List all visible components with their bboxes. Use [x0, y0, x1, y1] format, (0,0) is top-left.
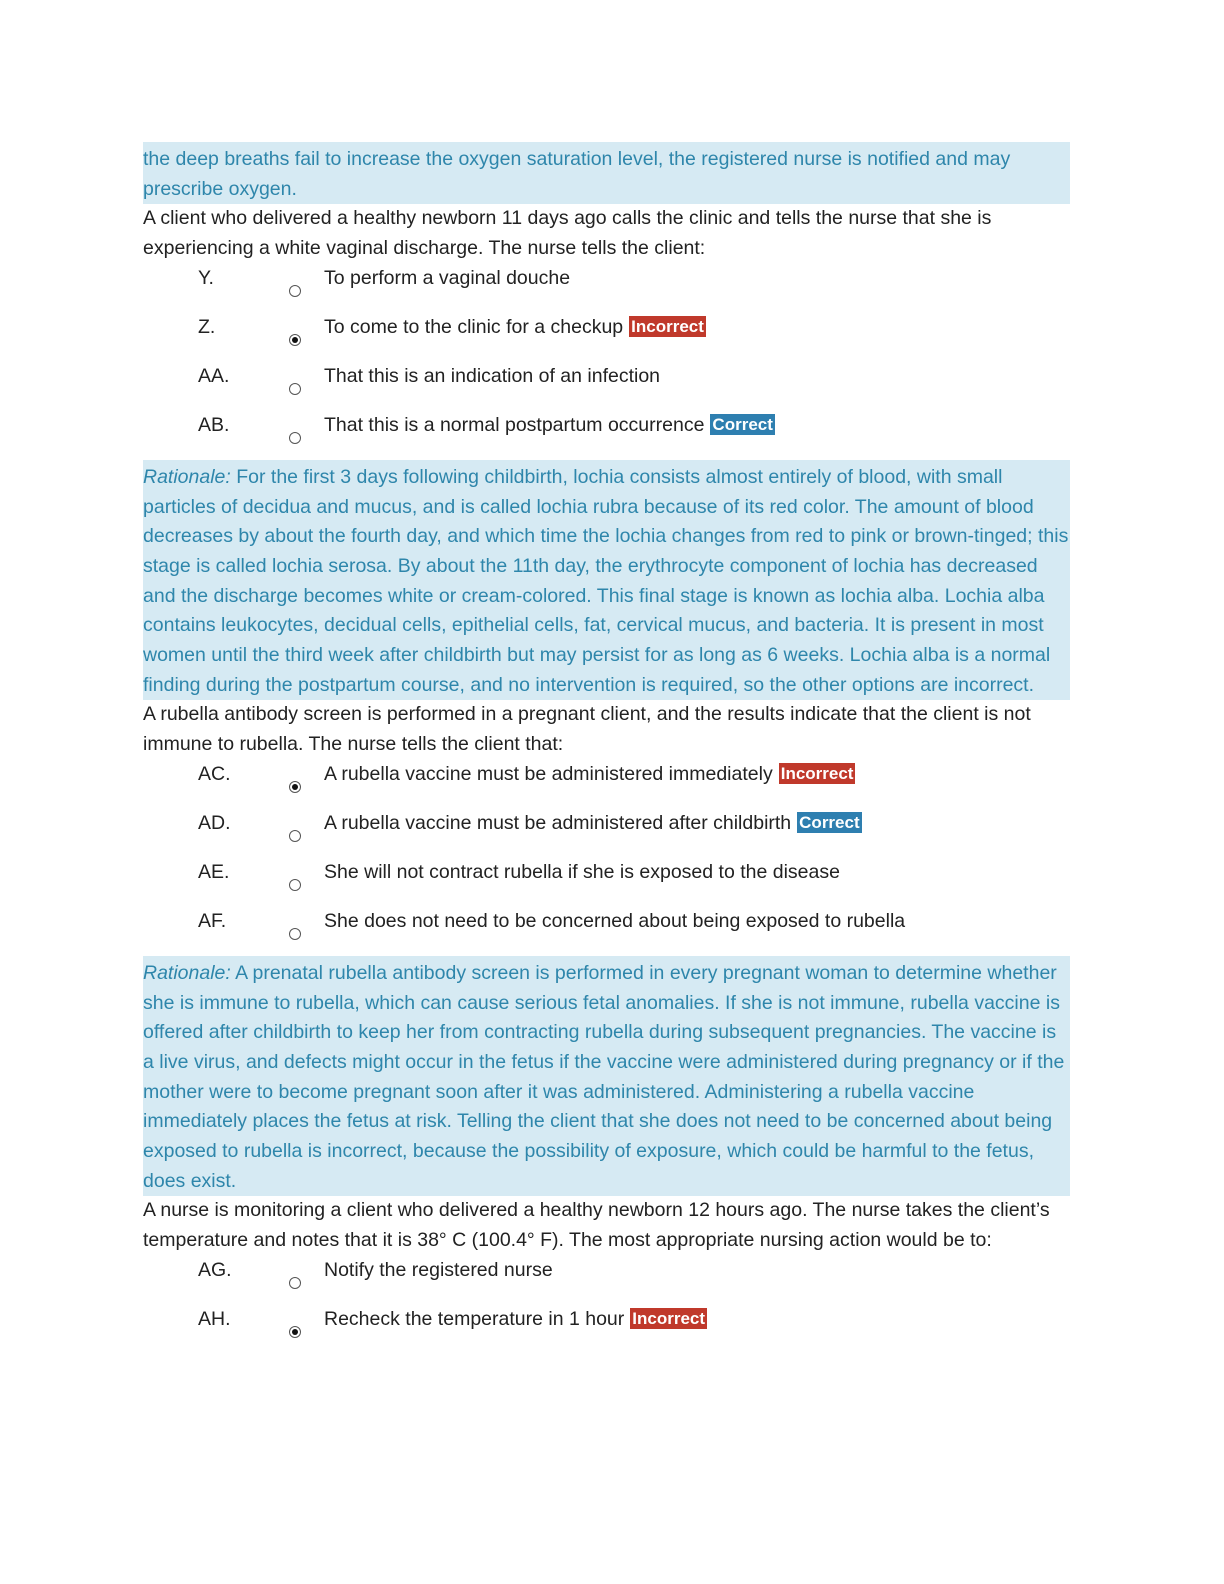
rationale-box: [143, 460, 1070, 701]
option-label: She does not need to be concerned about being exposed to rubella: [324, 909, 906, 932]
option-letter: Z.: [198, 315, 216, 338]
option-label: Recheck the temperature in 1 hour Incorrect: [324, 1307, 706, 1330]
option-label: To come to the clinic for a checkup Incorrect: [324, 315, 704, 338]
question-stem: A rubella antibody screen is performed in a pregnant client, and the results indicate that the client is not immune to rubella. The nurse tells the client that:: [143, 703, 1031, 756]
quiz-page: [143, 142, 1070, 1354]
correct-badge: Correct: [799, 812, 860, 832]
radio-button[interactable]: [289, 879, 301, 891]
answer-options: [143, 264, 1070, 460]
option-ab[interactable]: [143, 411, 1070, 460]
rationale-label: Rationale:: [143, 961, 231, 984]
option-label: That this is a normal postpartum occurrence Correct: [324, 413, 773, 436]
option-y[interactable]: [143, 264, 1070, 313]
rationale-text: A prenatal rubella antibody screen is performed in every pregnant woman to determine whether she is immune to rubella, which can cause serious fetal anomalies. If she is not immune, rubella vaccine is offered after childbirth to keep her from contracting rubella during subsequent pregnancies. The vaccine is a live virus, and defects might occur in the fetus if the vaccine were administered during pregnancy or if the mother were to become pregnant soon after it was administered. Administering a rubella vaccine immediately places the fetus at risk. Telling the client that she does not need to be concerned about being exposed to rubella is incorrect, because the possibility of exposure, which could be harmful to the fetus, does exist.: [143, 961, 1065, 1192]
option-label: She will not contract rubella if she is exposed to the disease: [324, 860, 840, 883]
correct-badge: Correct: [712, 414, 773, 434]
option-label: To perform a vaginal douche: [324, 266, 571, 289]
question-2: [143, 700, 1070, 1196]
option-af[interactable]: [143, 907, 1070, 956]
intro-rationale: [143, 142, 1070, 204]
option-ae[interactable]: [143, 858, 1070, 907]
option-letter: AA.: [198, 364, 230, 387]
option-ag[interactable]: [143, 1256, 1070, 1305]
radio-button[interactable]: [289, 285, 301, 297]
question-stem: A client who delivered a healthy newborn 11 days ago calls the clinic and tells the nurse that she is experiencing a white vaginal discharge. The nurse tells the client:: [143, 207, 992, 260]
answer-options: [143, 1256, 1070, 1354]
radio-button-selected[interactable]: [289, 1326, 301, 1338]
radio-button[interactable]: [289, 830, 301, 842]
incorrect-badge: Incorrect: [780, 763, 854, 783]
question-1: [143, 204, 1070, 700]
radio-button-selected[interactable]: [289, 781, 301, 793]
option-letter: AG.: [198, 1258, 232, 1281]
option-letter: AC.: [198, 762, 231, 785]
rationale-label: Rationale:: [143, 465, 231, 488]
answer-options: [143, 760, 1070, 956]
radio-button[interactable]: [289, 383, 301, 395]
incorrect-badge: Incorrect: [631, 316, 704, 336]
radio-button[interactable]: [289, 928, 301, 940]
incorrect-badge: Incorrect: [632, 1308, 706, 1328]
question-3: [143, 1196, 1070, 1353]
option-label: Notify the registered nurse: [324, 1258, 553, 1281]
option-label: A rubella vaccine must be administered immediately Incorrect: [324, 762, 854, 785]
radio-button[interactable]: [289, 1277, 301, 1289]
radio-button[interactable]: [289, 432, 301, 444]
radio-button-selected[interactable]: [289, 334, 301, 346]
option-letter: Y.: [198, 266, 214, 289]
rationale-box: [143, 956, 1070, 1197]
option-letter: AB.: [198, 413, 230, 436]
intro-rationale-text: the deep breaths fail to increase the oxygen saturation level, the registered nurse is notified and may prescribe oxygen.: [143, 148, 1011, 200]
option-label: A rubella vaccine must be administered after childbirth Correct: [324, 811, 860, 834]
option-ad[interactable]: [143, 809, 1070, 858]
option-letter: AF.: [198, 909, 227, 932]
option-ac[interactable]: [143, 760, 1070, 809]
option-letter: AE.: [198, 860, 230, 883]
option-letter: AD.: [198, 811, 231, 834]
option-label: That this is an indication of an infection: [324, 364, 661, 387]
question-stem: A nurse is monitoring a client who delivered a healthy newborn 12 hours ago. The nurse takes the client’s temperature and notes that it is 38° C (100.4° F). The most appropriate nursing action would be to:: [143, 1199, 1050, 1252]
rationale-text: For the first 3 days following childbirth, lochia consists almost entirely of blood, with small particles of decidua and mucus, and is called lochia rubra because of its red color. The amount of blood decreases by about the fourth day, and which time the lochia changes from red to pink or brown-tinged; this stage is called lochia serosa. By about the 11th day, the erythrocyte component of lochia has decreased and the discharge becomes white or cream-colored. This final stage is known as lochia alba. Lochia alba contains leukocytes, decidual cells, epithelial cells, fat, cervical mucus, and bacteria. It is present in most women until the third week after childbirth but may persist for as long as 6 weeks. Lochia alba is a normal finding during the postpartum course, and no intervention is required, so the other options are incorrect.: [143, 465, 1069, 696]
option-ah[interactable]: [143, 1305, 1070, 1354]
option-aa[interactable]: [143, 362, 1070, 411]
option-letter: AH.: [198, 1307, 231, 1330]
option-z[interactable]: [143, 313, 1070, 362]
